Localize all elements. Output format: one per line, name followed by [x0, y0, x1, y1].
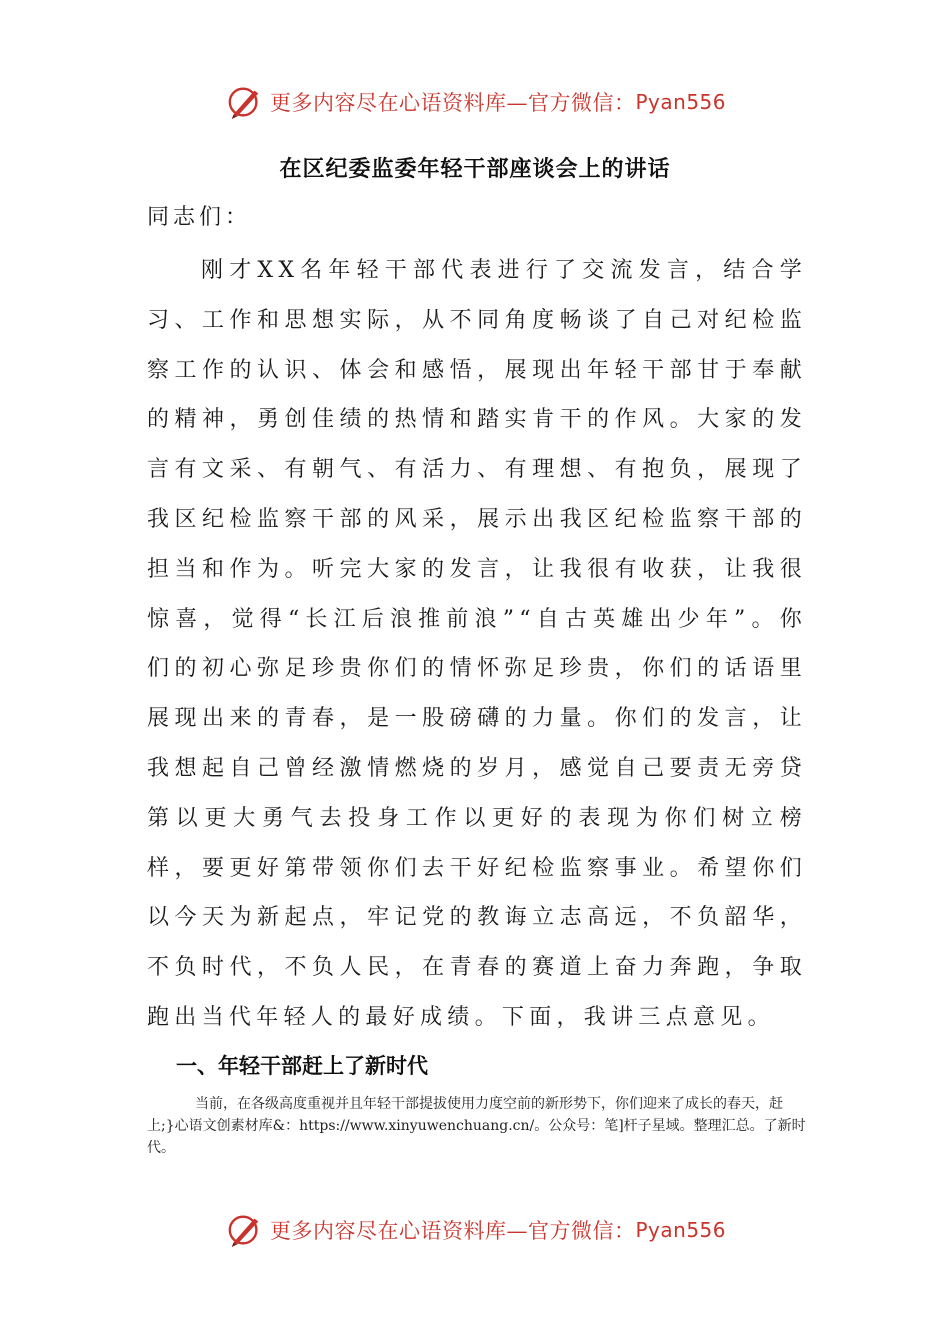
watermark-handle: Pyan556 — [635, 1218, 727, 1242]
pen-circle-logo-icon — [226, 83, 264, 121]
body-paragraph: 刚才XX名年轻干部代表进行了交流发言，结合学习、工作和思想实际，从不同角度畅谈了自己对纪检监察工作的认识、体会和感悟，展现出年轻干部甘于奉献的精神，勇创佳绩的热情和踏实肯干的作风。大家的发言有文采、有朝气、有活力、有理想、有抱负，展现了我区纪检监察干部的风采，展示出我区纪检监察干部的担当和作为。听完大家的发言，让我很有收获，让我很惊喜，觉得“长江后浪推前浪”“自古英雄出少年”。你们的初心弥足珍贵你们的情怀弥足珍贵，你们的话语里展现出来的青春，是一股磅礴的力量。你们的发言，让我想起自己曾经激情燃烧的岁月，感觉自己要责无旁贷第以更大勇气去投身工作以更好的表现为你们树立榜样，要更好第带领你们去干好纪检监察事业。希望你们以今天为新起点，牢记党的教诲立志高远，不负韶华，不负时代，不负人民，在青春的赛道上奋力奔跑，争取跑出当代年轻人的最好成绩。下面，我讲三点意见。 — [147, 258, 807, 1030]
watermark-text: 更多内容尽在心语资料库—官方微信： — [270, 91, 636, 115]
section-heading: 一、年轻干部赶上了新时代 — [176, 1054, 428, 1078]
page-title: 在区纪委监委年轻干部座谈会上的讲话 — [279, 157, 671, 182]
greeting: 同志们： — [147, 205, 252, 230]
pen-circle-logo-icon — [226, 1211, 264, 1249]
header-watermark — [226, 82, 726, 122]
footer-watermark — [226, 1210, 726, 1250]
watermark-handle: Pyan556 — [635, 90, 727, 114]
watermark-text: 更多内容尽在心语资料库—官方微信： — [270, 1219, 636, 1243]
section-paragraph: 当前，在各级高度重视并且年轻干部提拔使用力度空前的新形势下，你们迎来了成长的春天，赶上;}心语文创素材库&：https://www.xinyuwenchuang.cn/。公众号：笔]杆子星域。整理汇总。了新时代。 — [147, 1096, 806, 1156]
